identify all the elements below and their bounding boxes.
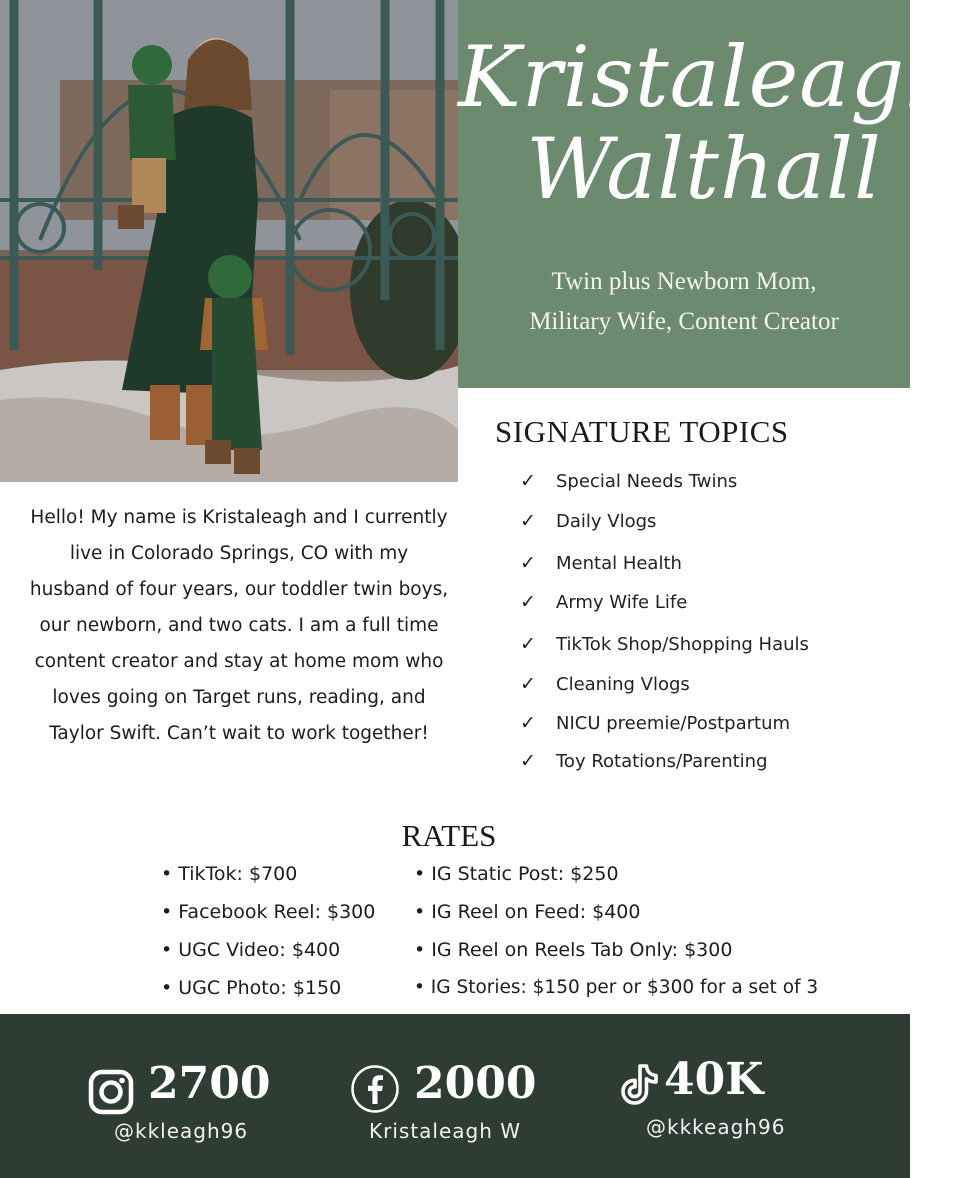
- topic-label: TikTok Shop/Shopping Hauls: [556, 633, 809, 655]
- bio-paragraph: [20, 500, 458, 752]
- instagram-follower-count: 2700: [148, 1058, 271, 1109]
- bio-line: content creator and stay at home mom who: [34, 651, 444, 672]
- topic-item: [520, 712, 790, 734]
- check-icon: ✓: [520, 510, 536, 532]
- rate-item: • IG Stories: $150 per or $300 for a set of 3: [414, 977, 819, 998]
- topic-item: [520, 470, 737, 492]
- rate-item: • IG Reel on Feed: $400: [414, 901, 641, 923]
- rate-item: • IG Static Post: $250: [414, 863, 619, 885]
- topic-item: [520, 552, 682, 574]
- rate-item: • UGC Photo: $150: [161, 977, 342, 999]
- tagline-line-2: Military Wife, Content Creator: [529, 308, 839, 335]
- topic-label: NICU preemie/Postpartum: [556, 712, 791, 734]
- bio-line: live in Colorado Springs, CO with my: [69, 543, 409, 564]
- check-icon: ✓: [520, 633, 536, 655]
- bio-line: Hello! My name is Kristaleagh and I currently: [30, 507, 448, 528]
- bio-line: loves going on Target runs, reading, and: [52, 687, 426, 708]
- rate-item: • IG Reel on Reels Tab Only: $300: [414, 939, 733, 961]
- facebook-handle: Kristaleagh W: [369, 1119, 522, 1143]
- instagram-handle: @kkleagh96: [114, 1119, 249, 1143]
- profile-photo: [0, 0, 458, 482]
- check-icon: ✓: [520, 591, 536, 613]
- topic-item: [520, 633, 809, 655]
- rate-item: • TikTok: $700: [161, 863, 298, 885]
- topic-label: Daily Vlogs: [556, 510, 657, 532]
- check-icon: ✓: [520, 750, 536, 772]
- check-icon: ✓: [520, 552, 536, 574]
- topic-label: Mental Health: [556, 552, 682, 574]
- topic-item: [520, 673, 690, 695]
- family-photo-illustration: [0, 0, 458, 482]
- signature-topics-heading: SIGNATURE TOPICS: [495, 414, 789, 449]
- social-footer: [0, 1014, 910, 1178]
- last-name: Walthall: [526, 120, 882, 218]
- instagram-icon: [88, 1069, 134, 1115]
- facebook-follower-count: 2000: [414, 1058, 537, 1109]
- rates-heading: RATES: [401, 818, 497, 853]
- tiktok-icon: [616, 1062, 660, 1106]
- facebook-icon: [350, 1064, 400, 1114]
- rate-item: • Facebook Reel: $300: [161, 901, 376, 923]
- tagline-line-1: Twin plus Newborn Mom,: [551, 268, 817, 295]
- topic-item: [520, 591, 687, 613]
- check-icon: ✓: [520, 470, 536, 492]
- topic-label: Army Wife Life: [556, 591, 688, 613]
- tiktok-handle: @kkkeagh96: [646, 1115, 786, 1139]
- first-name: Kristaleagh: [458, 28, 960, 126]
- name-panel: [458, 0, 960, 388]
- topic-label: Toy Rotations/Parenting: [556, 750, 768, 772]
- topic-label: Special Needs Twins: [556, 470, 738, 492]
- bio-line: Taylor Swift. Can’t wait to work together!: [49, 723, 429, 744]
- topic-item: [520, 510, 656, 532]
- bio-line: husband of four years, our toddler twin boys,: [29, 579, 449, 600]
- topic-item: [520, 750, 768, 772]
- rate-item: • UGC Video: $400: [161, 939, 341, 961]
- topic-label: Cleaning Vlogs: [556, 673, 690, 695]
- check-icon: ✓: [520, 673, 536, 695]
- tiktok-follower-count: 40K: [664, 1054, 764, 1105]
- bio-line: our newborn, and two cats. I am a full time: [39, 615, 439, 636]
- check-icon: ✓: [520, 712, 536, 734]
